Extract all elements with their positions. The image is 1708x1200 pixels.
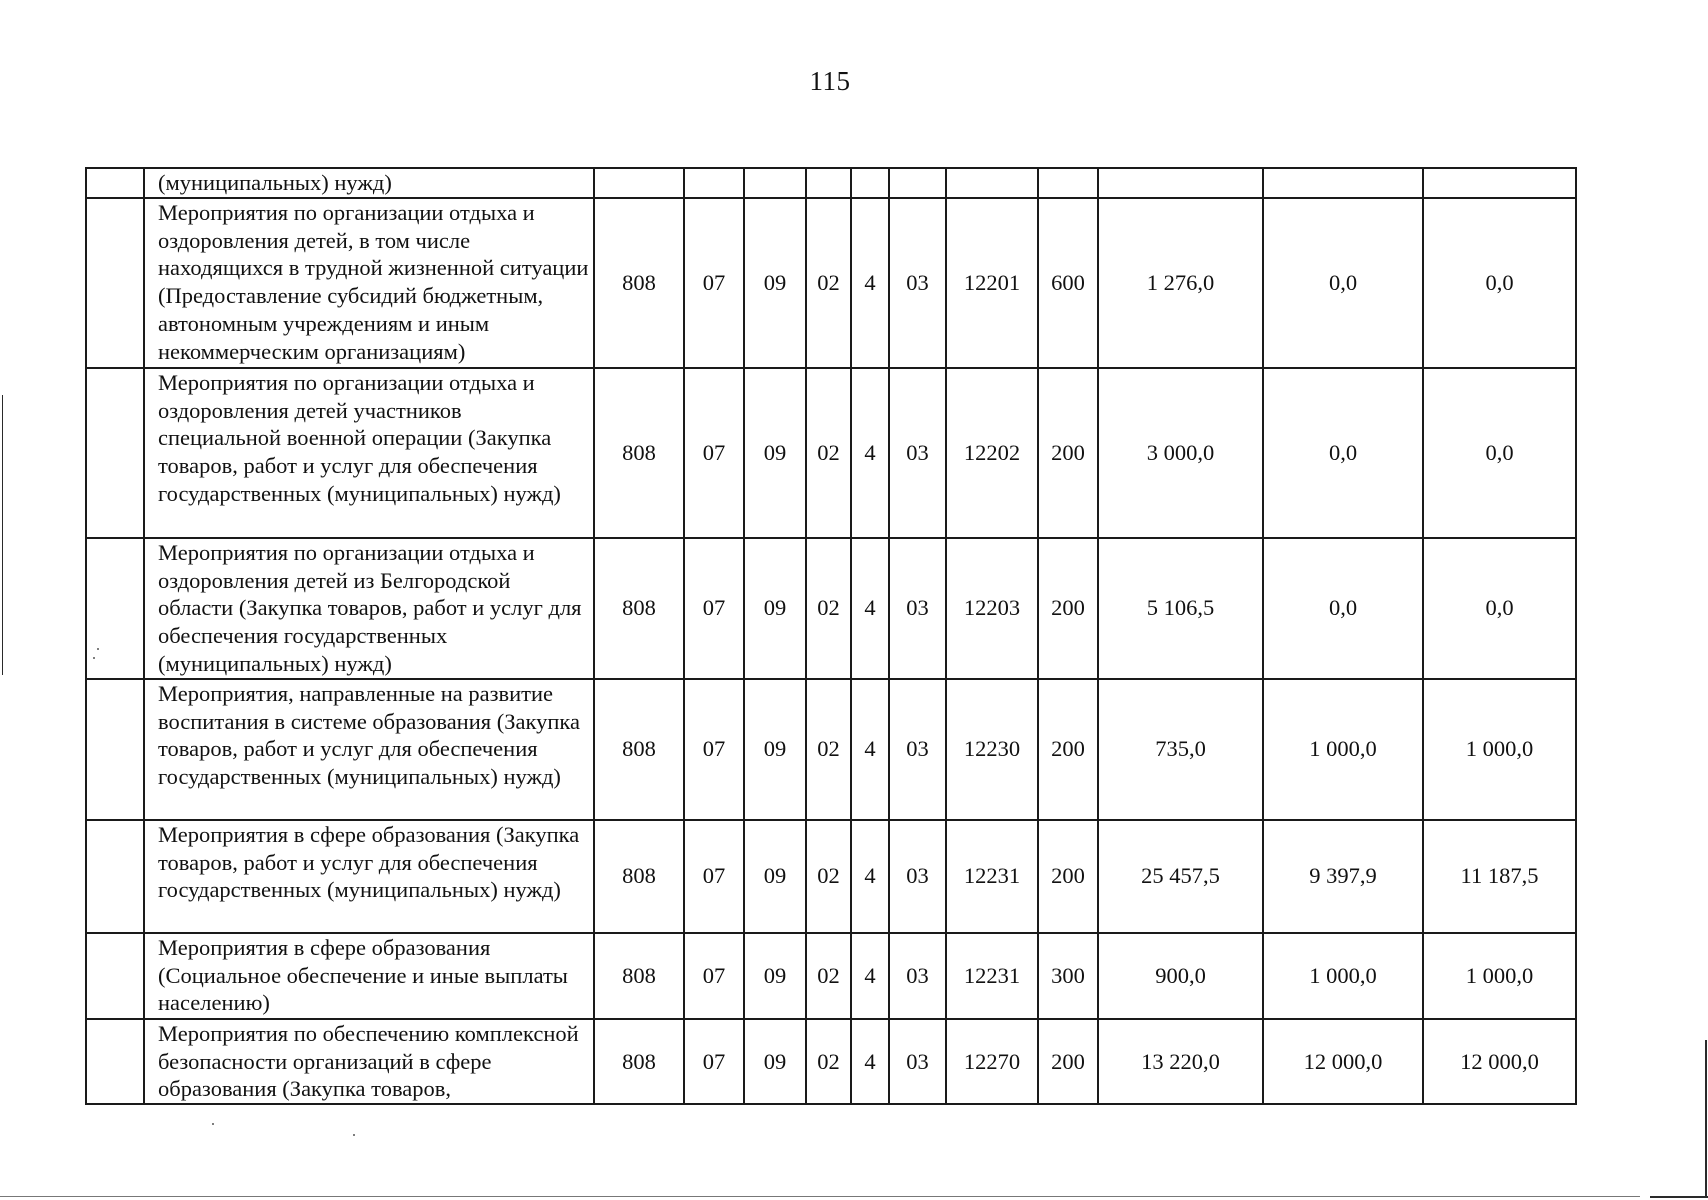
rz-cell: 07 bbox=[684, 1019, 744, 1104]
cs-direction-cell: 12202 bbox=[946, 368, 1038, 538]
cs-type-cell: 4 bbox=[851, 1019, 889, 1104]
row-number-cell bbox=[86, 679, 144, 820]
sum-year1-cell: 900,0 bbox=[1098, 933, 1263, 1019]
ved-cell: 808 bbox=[594, 820, 684, 933]
ved-cell bbox=[594, 168, 684, 198]
table-row-continuation bbox=[86, 168, 1576, 198]
table-row bbox=[86, 933, 1576, 1019]
sum-year2-cell: 0,0 bbox=[1263, 198, 1423, 368]
cs-program-cell: 02 bbox=[806, 933, 851, 1019]
table-row bbox=[86, 820, 1576, 933]
row-number-cell bbox=[86, 933, 144, 1019]
cs-direction-cell: 12270 bbox=[946, 1019, 1038, 1104]
sum-year3-cell: 0,0 bbox=[1423, 368, 1576, 538]
sum-year3-cell: 1 000,0 bbox=[1423, 679, 1576, 820]
sum-year2-cell: 0,0 bbox=[1263, 538, 1423, 679]
vr-cell: 200 bbox=[1038, 538, 1098, 679]
cs-direction-cell bbox=[946, 168, 1038, 198]
vr-cell bbox=[1038, 168, 1098, 198]
cs-program-cell: 02 bbox=[806, 1019, 851, 1104]
cs-type-cell: 4 bbox=[851, 368, 889, 538]
sum-year2-cell: 1 000,0 bbox=[1263, 679, 1423, 820]
table-row bbox=[86, 198, 1576, 368]
sum-year3-cell: 0,0 bbox=[1423, 538, 1576, 679]
ved-cell: 808 bbox=[594, 538, 684, 679]
sum-year3-cell: 11 187,5 bbox=[1423, 820, 1576, 933]
cs-type-cell: 4 bbox=[851, 198, 889, 368]
pr-cell: 09 bbox=[744, 1019, 806, 1104]
sum-year1-cell: 1 276,0 bbox=[1098, 198, 1263, 368]
sum-year2-cell: 12 000,0 bbox=[1263, 1019, 1423, 1104]
row-number-cell bbox=[86, 168, 144, 198]
pr-cell: 09 bbox=[744, 933, 806, 1019]
rz-cell: 07 bbox=[684, 198, 744, 368]
scan-edge-line-right bbox=[1705, 1040, 1707, 1196]
cs-sub-cell: 03 bbox=[889, 1019, 946, 1104]
cs-type-cell: 4 bbox=[851, 933, 889, 1019]
scan-speck bbox=[353, 1134, 355, 1136]
expense-name-cell: Мероприятия по обеспечению комплексной безопасности организаций в сфере образования (Закупка товаров, bbox=[144, 1019, 594, 1104]
cs-sub-cell: 03 bbox=[889, 538, 946, 679]
vr-cell: 600 bbox=[1038, 198, 1098, 368]
sum-year1-cell: 5 106,5 bbox=[1098, 538, 1263, 679]
vr-cell: 200 bbox=[1038, 679, 1098, 820]
sum-year1-cell: 735,0 bbox=[1098, 679, 1263, 820]
ved-cell: 808 bbox=[594, 1019, 684, 1104]
table-row bbox=[86, 368, 1576, 538]
scan-speck bbox=[212, 1123, 214, 1125]
expense-name-cell: Мероприятия по организации отдыха и оздоровления детей из Белгородской области (Закупка товаров, работ и услуг для обеспечения государственных (муниципальных) нужд) bbox=[144, 538, 594, 679]
table-row bbox=[86, 1019, 1576, 1104]
page-number: 115 bbox=[809, 66, 851, 96]
cs-sub-cell: 03 bbox=[889, 933, 946, 1019]
sum-year1-cell bbox=[1098, 168, 1263, 198]
sum-year2-cell bbox=[1263, 168, 1423, 198]
scan-edge-line-bottom bbox=[0, 1196, 1640, 1197]
cs-sub-cell: 03 bbox=[889, 198, 946, 368]
cs-type-cell: 4 bbox=[851, 538, 889, 679]
cs-sub-cell bbox=[889, 168, 946, 198]
pr-cell: 09 bbox=[744, 538, 806, 679]
scan-speck bbox=[97, 648, 99, 650]
vr-cell: 200 bbox=[1038, 368, 1098, 538]
cs-type-cell: 4 bbox=[851, 679, 889, 820]
cs-sub-cell: 03 bbox=[889, 679, 946, 820]
ved-cell: 808 bbox=[594, 198, 684, 368]
cs-program-cell: 02 bbox=[806, 538, 851, 679]
sum-year3-cell: 0,0 bbox=[1423, 198, 1576, 368]
cs-program-cell: 02 bbox=[806, 679, 851, 820]
scan-edge-line-left bbox=[2, 395, 3, 675]
sum-year2-cell: 9 397,9 bbox=[1263, 820, 1423, 933]
expense-name-cell: Мероприятия в сфере образования (Социальное обеспечение и иные выплаты населению) bbox=[144, 933, 594, 1019]
ved-cell: 808 bbox=[594, 368, 684, 538]
scan-edge-line-bottom-right bbox=[1650, 1196, 1708, 1198]
cs-type-cell: 4 bbox=[851, 820, 889, 933]
cs-program-cell: 02 bbox=[806, 368, 851, 538]
pr-cell: 09 bbox=[744, 368, 806, 538]
rz-cell bbox=[684, 168, 744, 198]
cs-direction-cell: 12231 bbox=[946, 933, 1038, 1019]
expense-name-cell: Мероприятия, направленные на развитие воспитания в системе образования (Закупка товаров, работ и услуг для обеспечения государственных (муниципальных) нужд) bbox=[144, 679, 594, 820]
cs-direction-cell: 12203 bbox=[946, 538, 1038, 679]
sum-year1-cell: 13 220,0 bbox=[1098, 1019, 1263, 1104]
sum-year3-cell: 12 000,0 bbox=[1423, 1019, 1576, 1104]
cs-type-cell bbox=[851, 168, 889, 198]
rz-cell: 07 bbox=[684, 538, 744, 679]
rz-cell: 07 bbox=[684, 368, 744, 538]
row-number-cell bbox=[86, 198, 144, 368]
expense-name-cell: Мероприятия в сфере образования (Закупка товаров, работ и услуг для обеспечения государственных (муниципальных) нужд) bbox=[144, 820, 594, 933]
table-row bbox=[86, 538, 1576, 679]
cs-sub-cell: 03 bbox=[889, 820, 946, 933]
sum-year2-cell: 0,0 bbox=[1263, 368, 1423, 538]
cs-direction-cell: 12230 bbox=[946, 679, 1038, 820]
pr-cell: 09 bbox=[744, 820, 806, 933]
cs-sub-cell: 03 bbox=[889, 368, 946, 538]
rz-cell: 07 bbox=[684, 933, 744, 1019]
budget-table bbox=[85, 167, 1577, 1105]
ved-cell: 808 bbox=[594, 933, 684, 1019]
expense-name-cell: Мероприятия по организации отдыха и оздоровления детей участников специальной военной операции (Закупка товаров, работ и услуг для обеспечения государственных (муниципальных) нужд) bbox=[144, 368, 594, 538]
rz-cell: 07 bbox=[684, 679, 744, 820]
rz-cell: 07 bbox=[684, 820, 744, 933]
expense-name-cell: Мероприятия по организации отдыха и оздоровления детей, в том числе находящихся в трудной жизненной ситуации (Предоставление субсидий бюджетным, автономным учреждениям и иным некоммерческим организациям) bbox=[144, 198, 594, 368]
table-row bbox=[86, 679, 1576, 820]
pr-cell bbox=[744, 168, 806, 198]
vr-cell: 200 bbox=[1038, 820, 1098, 933]
sum-year3-cell: 1 000,0 bbox=[1423, 933, 1576, 1019]
expense-name-cell: (муниципальных) нужд) bbox=[144, 168, 594, 198]
row-number-cell bbox=[86, 368, 144, 538]
cs-direction-cell: 12201 bbox=[946, 198, 1038, 368]
ved-cell: 808 bbox=[594, 679, 684, 820]
pr-cell: 09 bbox=[744, 679, 806, 820]
sum-year2-cell: 1 000,0 bbox=[1263, 933, 1423, 1019]
cs-program-cell: 02 bbox=[806, 198, 851, 368]
scan-speck bbox=[93, 657, 95, 659]
pr-cell: 09 bbox=[744, 198, 806, 368]
sum-year1-cell: 3 000,0 bbox=[1098, 368, 1263, 538]
vr-cell: 200 bbox=[1038, 1019, 1098, 1104]
row-number-cell bbox=[86, 1019, 144, 1104]
cs-program-cell: 02 bbox=[806, 820, 851, 933]
cs-direction-cell: 12231 bbox=[946, 820, 1038, 933]
sum-year1-cell: 25 457,5 bbox=[1098, 820, 1263, 933]
cs-program-cell bbox=[806, 168, 851, 198]
row-number-cell bbox=[86, 820, 144, 933]
sum-year3-cell bbox=[1423, 168, 1576, 198]
vr-cell: 300 bbox=[1038, 933, 1098, 1019]
